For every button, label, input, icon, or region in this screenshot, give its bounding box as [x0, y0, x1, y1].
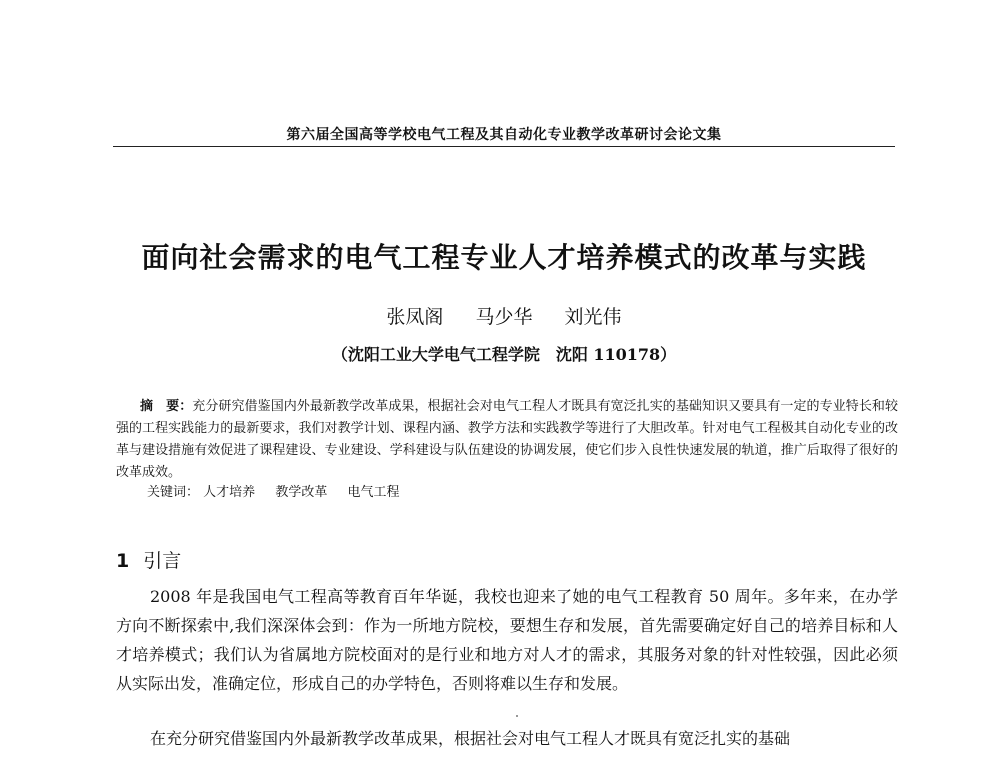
keyword: 教学改革 — [275, 485, 328, 500]
author-name: 刘光伟 — [564, 306, 622, 328]
keywords-label: 关键词： — [147, 485, 200, 500]
abstract — [116, 396, 898, 484]
scan-speck — [516, 715, 518, 717]
author-name: 张凤阁 — [386, 306, 444, 328]
section-number: 1 — [116, 550, 130, 572]
body-paragraph: 在充分研究借鉴国内外最新教学改革成果，根据社会对电气工程人才既具有宽泛扎实的基础 — [150, 729, 791, 748]
abstract-text: 充分研究借鉴国内外最新教学改革成果，根据社会对电气工程人才既具有宽泛扎实的基础知识又要具有一定的专业特长和较强的工程实践能力的最新要求，我们对教学计划、课程内涵、教学方法和实践教学等进行了大胆改革。针对电气工程极其自动化专业的改革与建设措施有效促进了课程建设、专业建设、学科建设与队伍建设的协调发展，使它们步入良性快速发展的轨道，推广后取得了很好的改革成效。 — [116, 399, 898, 480]
keyword: 电气工程 — [347, 485, 400, 500]
abstract-label: 摘 要： — [140, 399, 193, 414]
keyword: 人才培养 — [203, 485, 256, 500]
section-title: 引言 — [143, 550, 182, 572]
author-name: 马少华 — [475, 306, 533, 328]
running-header: 第六届全国高等学校电气工程及其自动化专业教学改革研讨会论文集 — [286, 127, 722, 143]
keywords — [147, 481, 415, 500]
paper-title: 面向社会需求的电气工程专业人才培养模式的改革与实践 — [141, 241, 867, 274]
header-rule — [113, 146, 895, 147]
body-paragraph: 2008 年是我国电气工程高等教育百年华诞，我校也迎来了她的电气工程教育 50 周年。多年来，在办学方向不断探索中,我们深深体会到：作为一所地方院校，要想生存和发展，首先需要确定好自己的培养目标和人才培养模式；我们认为省属地方院校面对的是行业和地方对人才的需求，其服务对象的针对性较强，因此必须从实际出发，准确定位，形成自己的办学特色，否则将难以生存和发展。 — [116, 587, 898, 693]
author-list — [113, 302, 895, 329]
section-heading — [116, 546, 181, 573]
affiliation: （沈阳工业大学电气工程学院 沈阳 110178） — [331, 345, 677, 364]
